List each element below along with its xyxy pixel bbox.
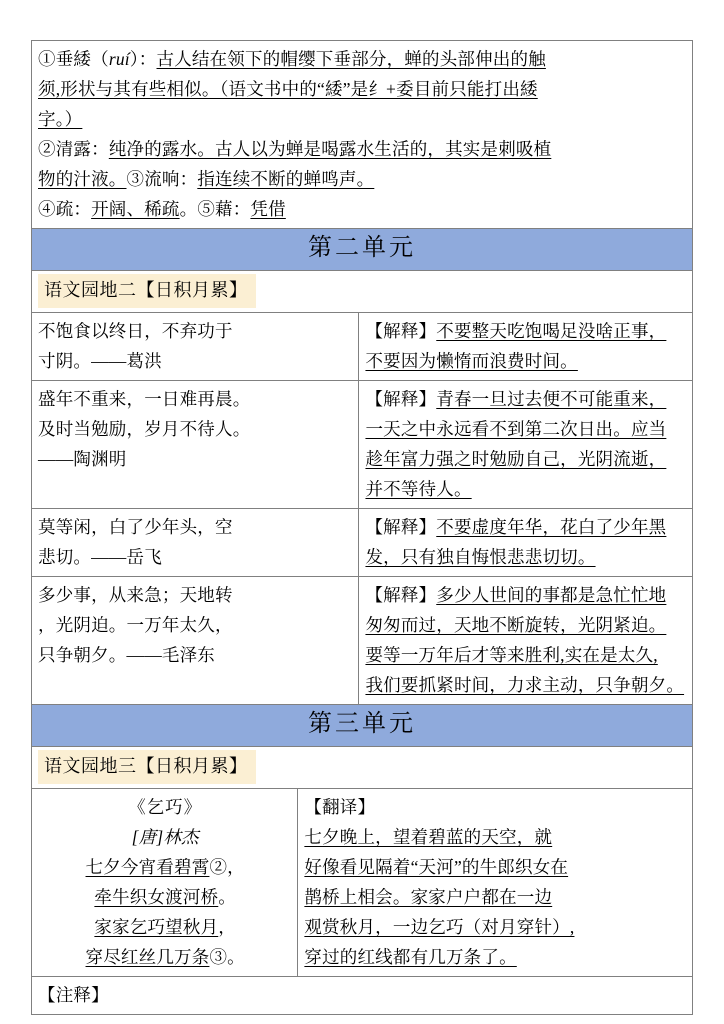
unit2-garden-cell (32, 271, 693, 313)
translation-text-2: 好像看见隔着“天河”的牛郎织女在 (304, 857, 569, 877)
poem-line-4-mark: ③ (209, 947, 228, 967)
maxim-3-right-line-1 (365, 512, 687, 542)
maxim-4-left (32, 577, 359, 705)
translation-line-4 (304, 912, 687, 942)
maxim-3-label: 【解释】 (365, 517, 437, 537)
note-2-prefix: ②清露： (38, 139, 109, 159)
poem-line-4-punct: 。 (227, 947, 245, 967)
unit3-banner: 第三单元 (32, 705, 693, 747)
note-4-sep: 。 (179, 199, 198, 219)
table-row-maxim-2 (32, 381, 693, 509)
table-row-maxim-4 (32, 577, 693, 705)
poem-author: [唐]林杰 (131, 827, 199, 847)
unit-banner-row-3 (32, 705, 693, 747)
maxim-4-right (359, 577, 693, 705)
note-1-prefix: ①垂緌（ (38, 49, 109, 69)
unit2-banner: 第二单元 (32, 229, 693, 271)
poem-line-1 (38, 852, 292, 882)
maxim-2-answer-2: 一天之中永远看不到第二次日出。应当 (365, 419, 667, 439)
translation-cell (298, 789, 693, 977)
poem-line-4-text: 穿尽红丝几万条 (85, 947, 210, 967)
maxim-1-left-line-2: 寸阴。——葛洪 (38, 351, 162, 371)
note-line-4 (38, 134, 687, 164)
unit3-garden-tag: 语文园地三【日积月累】 (38, 750, 256, 784)
maxim-4-left-line-3: 只争朝夕。——毛泽东 (38, 645, 215, 665)
maxim-2-answer-1: 青春一旦过去便不可能重来， (436, 389, 667, 409)
maxim-2-left-inner (38, 384, 353, 474)
maxim-2-right (359, 381, 693, 509)
note-2-answer-b: 物的汁液。 (38, 169, 127, 189)
maxim-2-answer-3: 趁年富力强之时勉励自己，光阴流逝， (365, 449, 667, 469)
note-line-1 (38, 44, 687, 74)
maxim-3-left-line-2: 悲切。——岳飞 (38, 547, 162, 567)
note-5-answer: 凭借 (250, 199, 286, 219)
maxim-2-right-line-4 (365, 474, 687, 504)
maxim-4-label: 【解释】 (365, 585, 437, 605)
maxim-3-right-line-2 (365, 542, 687, 572)
translation-text-4: 观赏秋月，一边乞巧（对月穿针）, (304, 917, 575, 937)
maxim-1-right (359, 313, 693, 381)
note-1-answer: 古人结在领下的帽缨下垂部分，蝉的头部伸出的触 (156, 49, 546, 69)
poem-line-4 (38, 942, 292, 972)
note-5-prefix: ⑤藉： (197, 199, 251, 219)
translation-line-5 (304, 942, 687, 972)
maxim-4-answer-3: 要等一万年后才等来胜利,实在是太久, (365, 645, 658, 665)
garden-row-2 (32, 271, 693, 313)
poem-line-1-punct: ， (227, 857, 245, 877)
note-3-answer: 指连续不断的蝉鸣声。 (197, 169, 375, 189)
poem-line-3-punct: ， (218, 917, 236, 937)
maxim-3-right (359, 509, 693, 577)
maxim-2-left-line-2: 及时当勉励，岁月不待人。 (38, 419, 251, 439)
note-4-prefix: ④疏： (38, 199, 92, 219)
note-1-answer-cont2: 字。） (38, 109, 83, 129)
maxim-3-left-line-1: 莫等闲，白了少年头，空 (38, 517, 233, 537)
note-4-answer: 开阔、稀疏 (91, 199, 180, 219)
maxim-4-answer-1: 多少人世间的事都是急忙忙地 (436, 585, 667, 605)
maxim-1-left-line-1: 不饱食以终日，不弃功于 (38, 321, 233, 341)
note-line-2 (38, 74, 687, 104)
unit3-garden-cell (32, 747, 693, 789)
table-row-top-notes (32, 41, 693, 229)
top-notes-cell (32, 41, 693, 229)
poem-line-2-text: 牵牛织女渡河桥 (94, 887, 219, 907)
translation-text-3: 鹊桥上相会。家家户户都在一边 (304, 887, 553, 907)
maxim-4-left-line-2: ，光阴迫。一万年太久， (38, 615, 233, 635)
poem-line-3-text: 家家乞巧望秋月 (94, 917, 219, 937)
unit2-garden-tag: 语文园地二【日积月累】 (38, 274, 256, 308)
translation-label: 【翻译】 (304, 797, 376, 817)
note-1-pinyin: ruí (108, 49, 130, 69)
unit-banner-row-2 (32, 229, 693, 271)
translation-line-3 (304, 882, 687, 912)
note-3-prefix: ③流响： (126, 169, 198, 189)
maxim-2-answer-4: 并不等待人。 (365, 479, 472, 499)
maxim-2-right-line-3 (365, 444, 687, 474)
zhushi-label-cell: 【注释】 (32, 977, 693, 1015)
table-row-zhushi (32, 977, 693, 1015)
note-1-answer-cont: 须,形状与其有些相似。（语文书中的“緌”是纟+委目前只能打出緌 (38, 79, 538, 99)
poem-line-1-mark: ② (209, 857, 228, 877)
note-1-mid: ）： (129, 49, 157, 69)
poem-line-2 (38, 882, 292, 912)
translation-line-1 (304, 822, 687, 852)
note-line-5 (38, 164, 687, 194)
table-row-poem (32, 789, 693, 977)
maxim-4-right-line-2 (365, 610, 687, 640)
maxim-1-left (32, 313, 359, 381)
note-line-6 (38, 194, 687, 224)
maxim-3-answer-2: 发，只有独自悔恨悲悲切切。 (365, 547, 596, 567)
maxim-4-right-line-4 (365, 670, 687, 700)
maxim-1-answer-2: 不要因为懒惰而浪费时间。 (365, 351, 578, 371)
maxim-1-label: 【解释】 (365, 321, 437, 341)
translation-line-2 (304, 852, 687, 882)
maxim-1-right-line-1 (365, 316, 687, 346)
maxim-3-left (32, 509, 359, 577)
maxim-4-right-line-3 (365, 640, 687, 670)
translation-text-5: 穿过的红线都有几万条了。 (304, 947, 517, 967)
maxim-2-right-line-1 (365, 384, 687, 414)
poem-line-1-text: 七夕今宵看碧霄 (85, 857, 210, 877)
translation-text-1: 七夕晚上，望着碧蓝的天空，就 (304, 827, 553, 847)
poem-cell (32, 789, 298, 977)
maxim-4-left-inner (38, 580, 353, 670)
garden-row-3 (32, 747, 693, 789)
note-2-answer-a: 纯净的露水。古人以为蝉是喝露水生活的，其实是刺吸植 (108, 139, 552, 159)
maxim-2-left-line-1: 盛年不重来，一日难再晨。 (38, 389, 251, 409)
poem-line-3 (38, 912, 292, 942)
maxim-2-right-line-2 (365, 414, 687, 444)
maxim-1-answer-1: 不要整天吃饱喝足没啥正事， (436, 321, 667, 341)
maxim-4-right-line-1 (365, 580, 687, 610)
maxim-4-left-line-1: 多少事，从来急；天地转 (38, 585, 233, 605)
maxim-3-answer-1: 不要虚度年华，花白了少年黑 (436, 517, 667, 537)
maxim-4-answer-4: 我们要抓紧时间，力求主动，只争朝夕。 (365, 675, 685, 695)
maxim-2-label: 【解释】 (365, 389, 437, 409)
maxim-2-left-line-3: ——陶渊明 (38, 449, 127, 469)
table-row-maxim-3 (32, 509, 693, 577)
poem-title: 《乞巧》 (128, 797, 203, 817)
maxim-4-answer-2: 匆匆而过，天地不断旋转，光阴紧迫。 (365, 615, 667, 635)
table-row-maxim-1 (32, 313, 693, 381)
poem-line-2-punct: 。 (218, 887, 236, 907)
maxim-1-right-line-2 (365, 346, 687, 376)
study-notes-table (31, 40, 693, 1015)
maxim-2-left (32, 381, 359, 509)
note-line-3 (38, 104, 687, 134)
